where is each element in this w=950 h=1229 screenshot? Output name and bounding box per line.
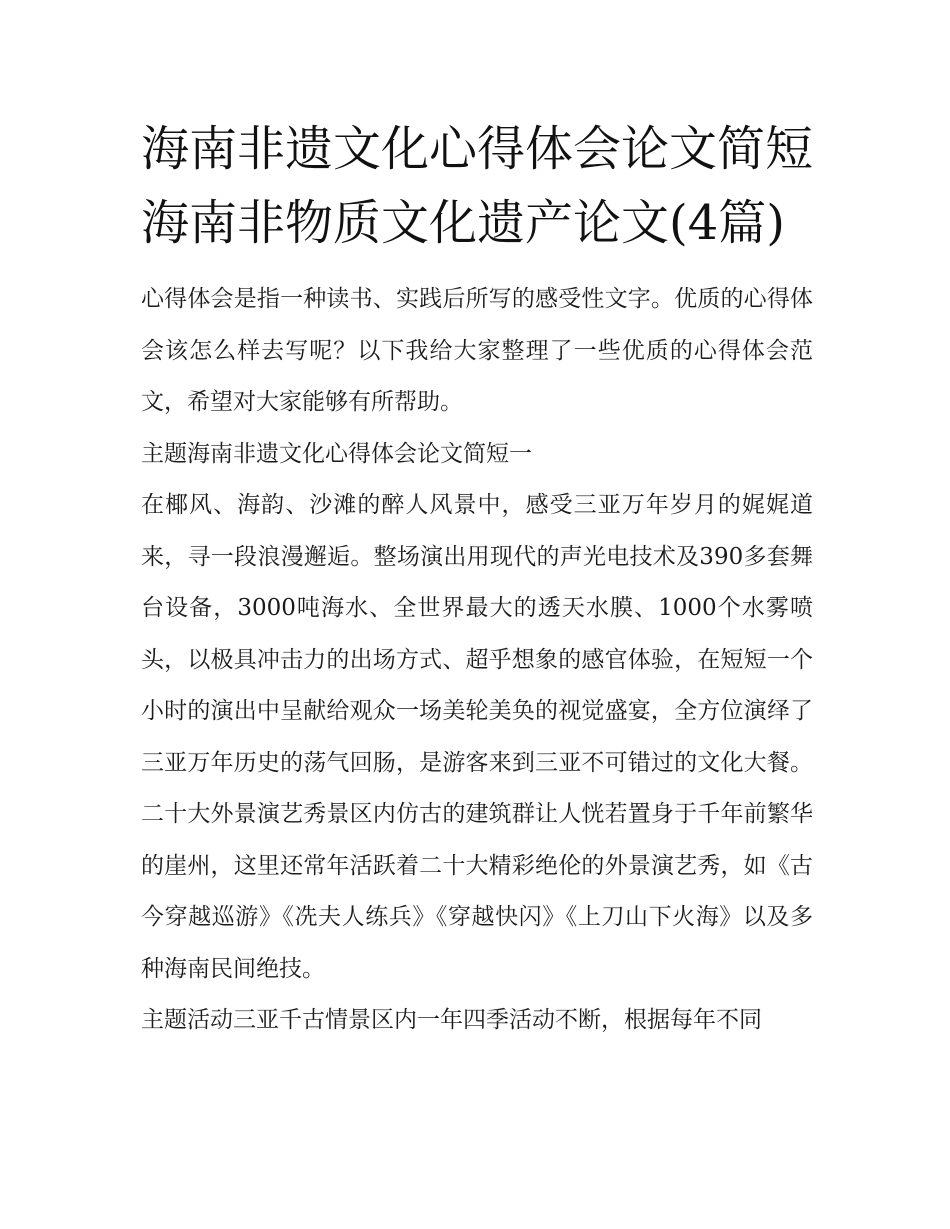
body-paragraph: 在椰风、海韵、沙滩的醉人风景中，感受三亚万年岁月的娓娓道来，寻一段浪漫邂逅。整场演出用现代的声光电技术及390多套舞台设备，3000吨海水、全世界最大的透天水膜、1000个水雾喷头，以极具冲击力的出场方式、超乎想象的感官体验，在短短一个小时的演出中呈献给观众一场美轮美奂的视觉盛宴，全方位演绎了三亚万年历史的荡气回肠，是游客来到三亚不可错过的文化大餐。二十大外景演艺秀景区内仿古的建筑群让人恍若置身于千年前繁华的崖州，这里还常年活跃着二十大精彩绝伦的外景演艺秀，如《古今穿越巡游》《冼夫人练兵》《穿越快闪》《上刀山下火海》以及多种海南民间绝技。 xyxy=(141,492,813,982)
section-heading: 主题海南非遗文化心得体会论文简短一 xyxy=(141,440,532,467)
intro-paragraph: 心得体会是指一种读书、实践后所写的感受性文字。优质的心得体会该怎么样去写呢？以下我给大家整理了一些优质的心得体会范文，希望对大家能够有所帮助。 xyxy=(141,286,813,415)
document-page xyxy=(141,112,813,1047)
document-body xyxy=(141,274,813,1047)
document-title: 海南非遗文化心得体会论文简短 海南非物质文化遗产论文(4篇) xyxy=(141,121,814,251)
body-paragraph: 主题活动三亚千古情景区内一年四季活动不断，根据每年不同 xyxy=(141,1007,762,1033)
